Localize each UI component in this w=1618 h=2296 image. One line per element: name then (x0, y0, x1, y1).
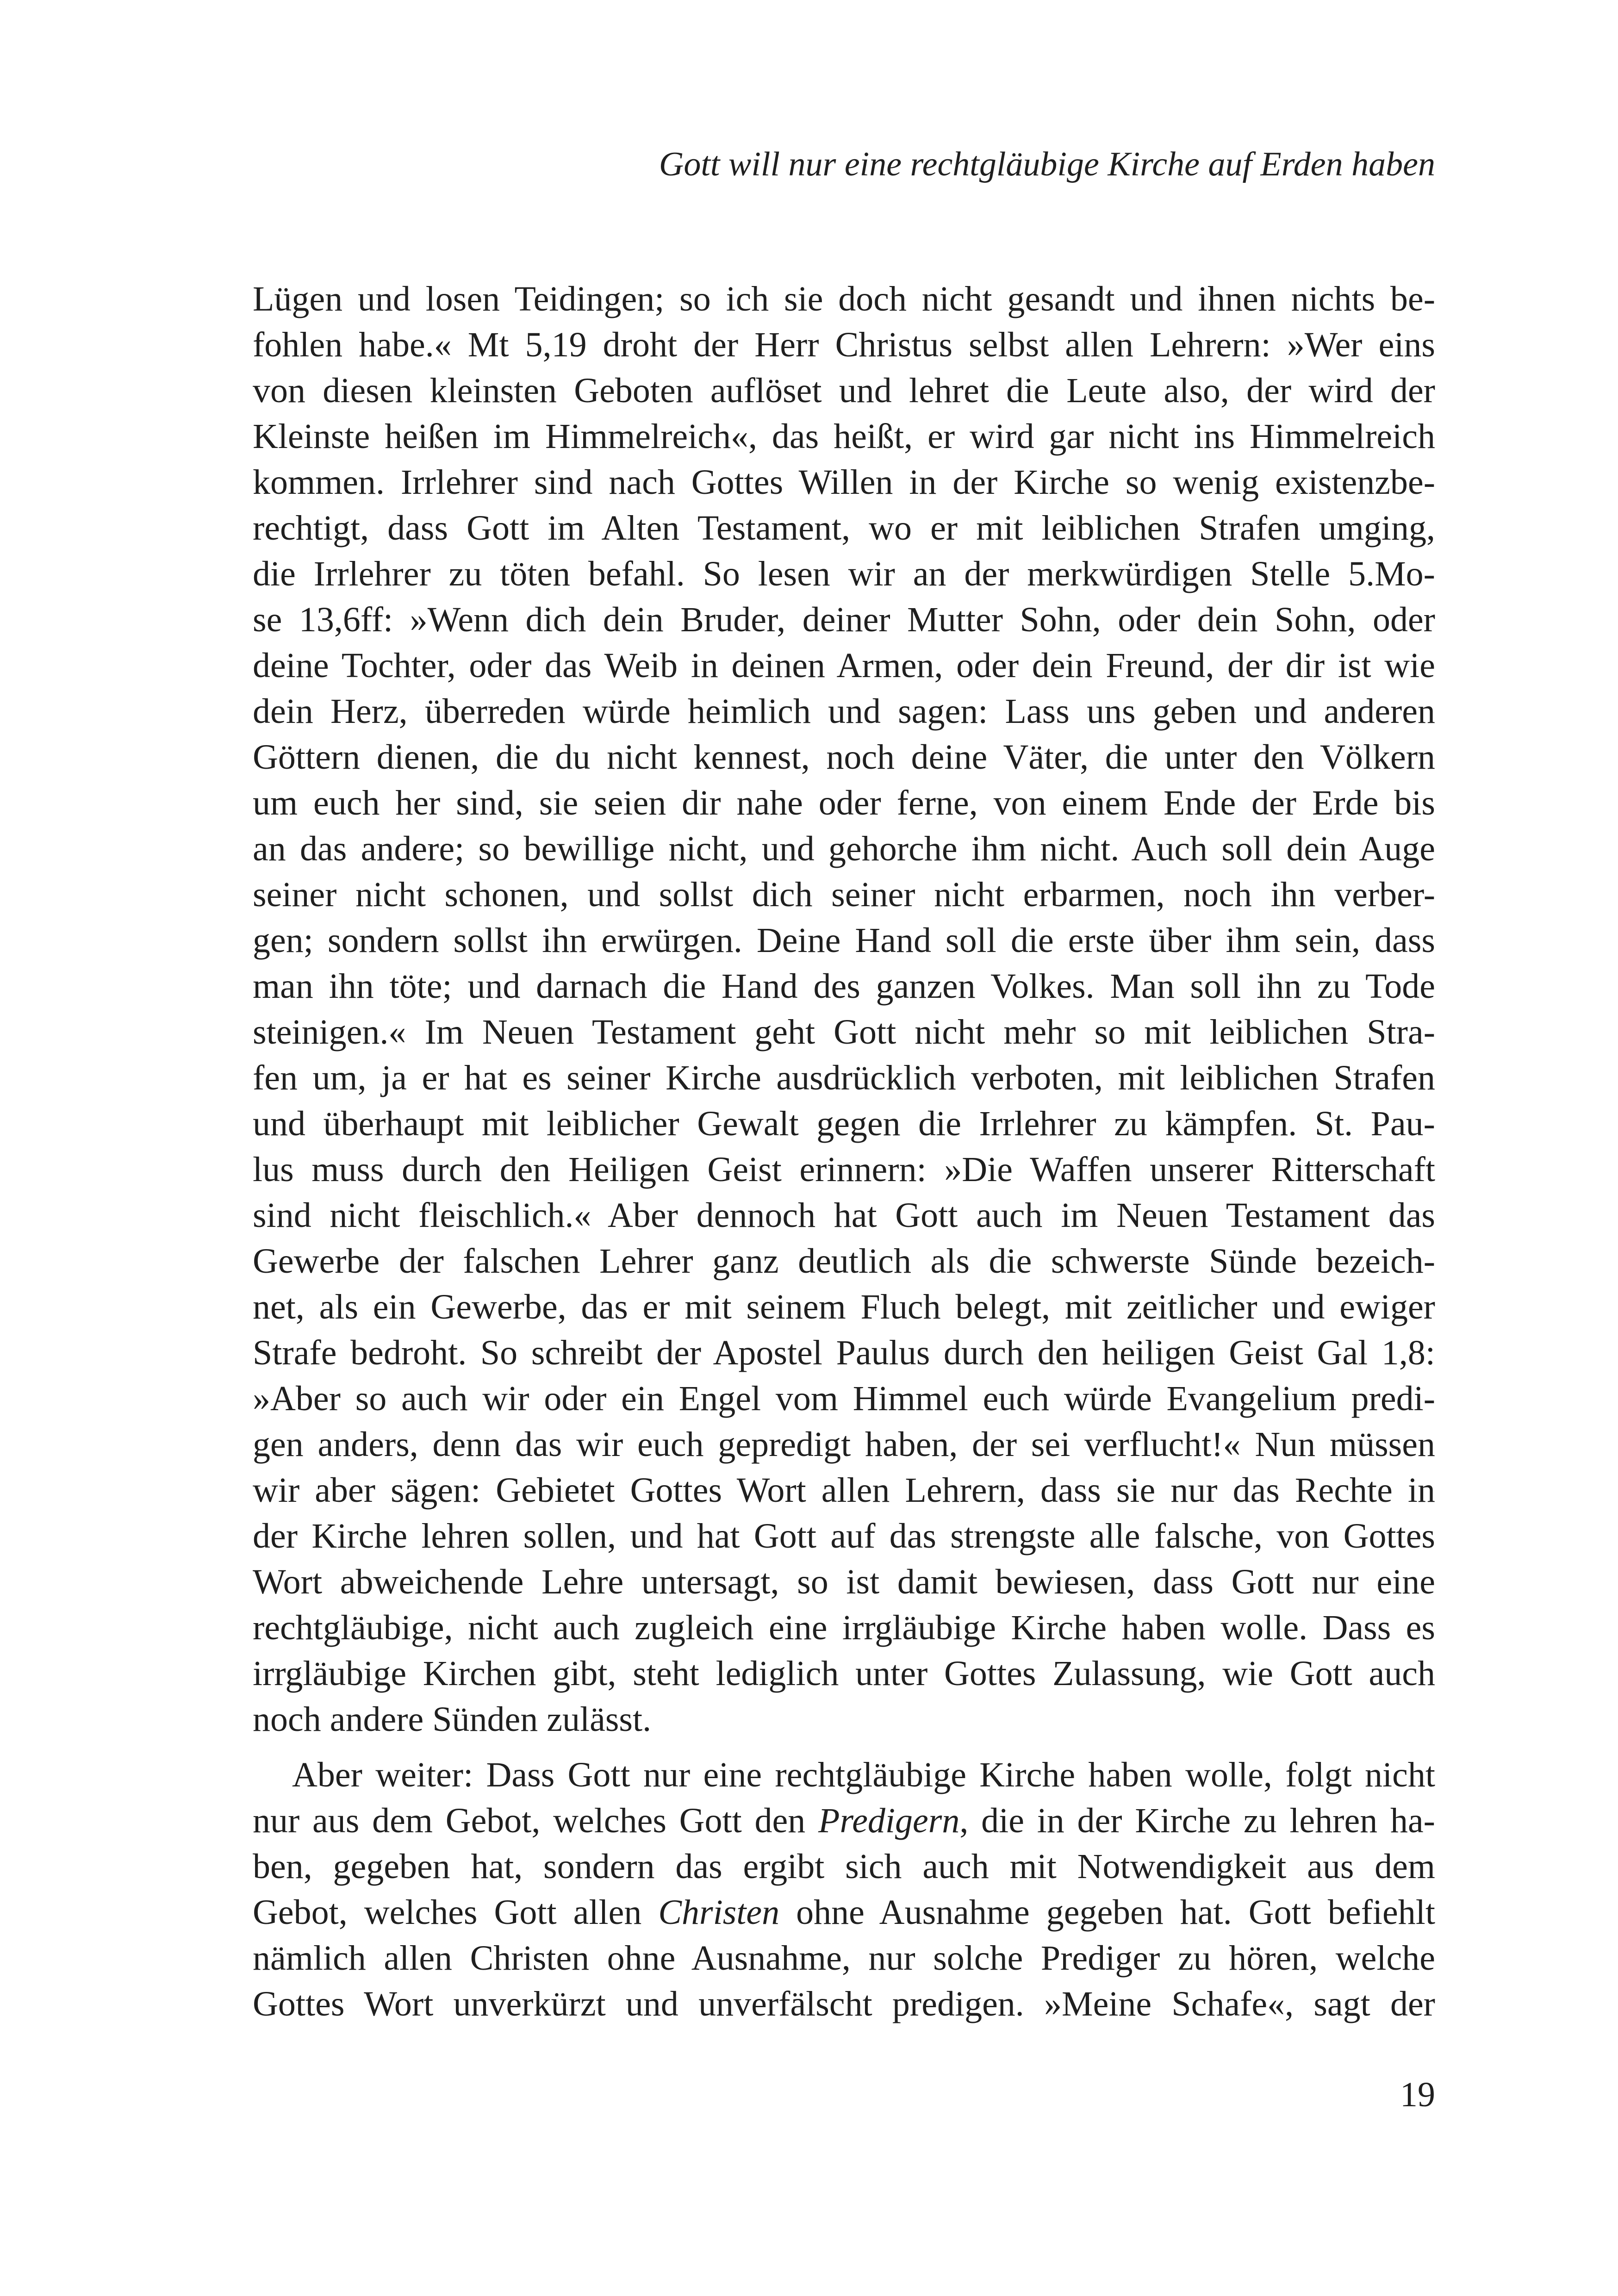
text-line: Göttern dienen, die du nicht kennest, noch deine Väter, die unter den Völkern (253, 738, 1435, 777)
text-line: gen anders, denn das wir euch gepredigt haben, der sei verflucht!« Nun müssen (253, 1425, 1435, 1464)
text-line: irrgläubige Kirchen gibt, steht lediglich unter Gottes Zulassung, wie Gott auch (253, 1654, 1435, 1693)
text-line: lus muss durch den Heiligen Geist erinnern: »Die Waffen unserer Ritterschaft (253, 1150, 1435, 1189)
text-run: , die in der Kirche zu lehren ha- (959, 1801, 1435, 1840)
text-line: wir aber sägen: Gebietet Gottes Wort allen Lehrern, dass sie nur das Rechte in (253, 1471, 1435, 1510)
text-line: Gottes Wort unverkürzt und unverfälscht predigen. »Meine Schafe«, sagt der (253, 1985, 1435, 2023)
text-line: Aber weiter: Dass Gott nur eine rechtgläubige Kirche haben wolle, folgt nicht (292, 1755, 1435, 1794)
text-line: dein Herz, überreden würde heimlich und sagen: Lass uns geben und anderen (253, 692, 1435, 731)
text-line: nämlich allen Christen ohne Ausnahme, nur solche Prediger zu hören, welche (253, 1939, 1435, 1978)
text-run: ohne Ausnahme gegeben hat. Gott befiehlt (779, 1893, 1435, 1932)
text-line: steinigen.« Im Neuen Testament geht Gott nicht mehr so mit leiblichen Stra- (253, 1013, 1435, 1052)
text-line: man ihn töte; und darnach die Hand des ganzen Volkes. Man soll ihn zu Tode (253, 967, 1435, 1006)
page-number: 19 (1400, 2075, 1435, 2114)
emphasis-christen: Christen (658, 1893, 780, 1932)
text-line: Wort abweichende Lehre untersagt, so ist damit bewiesen, dass Gott nur eine (253, 1562, 1435, 1601)
text-run: nur aus dem Gebot, welches Gott den (253, 1801, 819, 1840)
text-line: und überhaupt mit leiblicher Gewalt gegen die Irrlehrer zu kämpfen. St. Pau- (253, 1104, 1435, 1143)
text-line: der Kirche lehren sollen, und hat Gott auf das strengste alle falsche, von Gottes (253, 1517, 1435, 1556)
text-line: ben, gegeben hat, sondern das ergibt sich auch mit Notwendigkeit aus dem (253, 1847, 1435, 1886)
text-line: se 13,6ff: »Wenn dich dein Bruder, deiner Mutter Sohn, oder dein Sohn, oder (253, 600, 1435, 639)
text-line: noch andere Sünden zulässt. (253, 1700, 652, 1739)
text-line: rechtigt, dass Gott im Alten Testament, wo er mit leiblichen Strafen umging, (253, 509, 1435, 548)
text-line: gen; sondern sollst ihn erwürgen. Deine Hand soll die erste über ihm sein, dass (253, 921, 1435, 960)
text-line: sind nicht fleischlich.« Aber dennoch hat Gott auch im Neuen Testament das (253, 1196, 1435, 1235)
running-head: Gott will nur eine rechtgläubige Kirche auf Erden haben (659, 145, 1435, 183)
text-line: kommen. Irrlehrer sind nach Gottes Willen in der Kirche so wenig existenzbe- (253, 463, 1435, 502)
emphasis-predigern: Predigern (818, 1801, 960, 1840)
body-text (253, 276, 1435, 2027)
paragraph-gap (253, 1742, 1435, 1752)
text-run: Gebot, welches Gott allen (253, 1893, 659, 1932)
text-line: »Aber so auch wir oder ein Engel vom Himmel euch würde Evangelium predi- (253, 1379, 1435, 1418)
text-line: an das andere; so bewillige nicht, und gehorche ihm nicht. Auch soll dein Auge (253, 829, 1435, 868)
text-line: die Irrlehrer zu töten befahl. So lesen wir an der merkwürdigen Stelle 5.Mo- (253, 554, 1435, 593)
text-line: net, als ein Gewerbe, das er mit seinem Fluch belegt, mit zeitlicher und ewiger (253, 1288, 1435, 1326)
text-line: fohlen habe.« Mt 5,19 droht der Herr Christus selbst allen Lehrern: »Wer eins (253, 325, 1435, 364)
text-line: fen um, ja er hat es seiner Kirche ausdrücklich verboten, mit leiblichen Strafen (253, 1058, 1435, 1097)
paragraph-2 (253, 1752, 1435, 2027)
text-line: Gewerbe der falschen Lehrer ganz deutlich als die schwerste Sünde bezeich- (253, 1242, 1435, 1281)
text-line: Kleinste heißen im Himmelreich«, das heißt, er wird gar nicht ins Himmelreich (253, 417, 1435, 456)
text-line: deine Tochter, oder das Weib in deinen Armen, oder dein Freund, der dir ist wie (253, 646, 1435, 685)
paragraph-1 (253, 276, 1435, 1742)
text-line: Strafe bedroht. So schreibt der Apostel Paulus durch den heiligen Geist Gal 1,8: (253, 1333, 1435, 1372)
text-line: rechtgläubige, nicht auch zugleich eine irrgläubige Kirche haben wolle. Dass es (253, 1608, 1435, 1647)
text-line (253, 1798, 1435, 1844)
text-line: von diesen kleinsten Geboten auflöset und lehret die Leute also, der wird der (253, 371, 1435, 410)
text-line: seiner nicht schonen, und sollst dich seiner nicht erbarmen, noch ihn verber- (253, 875, 1435, 914)
text-line: um euch her sind, sie seien dir nahe oder ferne, von einem Ende der Erde bis (253, 784, 1435, 822)
text-line: Lügen und losen Teidingen; so ich sie doch nicht gesandt und ihnen nichts be- (253, 280, 1435, 318)
text-line (253, 1890, 1435, 1935)
